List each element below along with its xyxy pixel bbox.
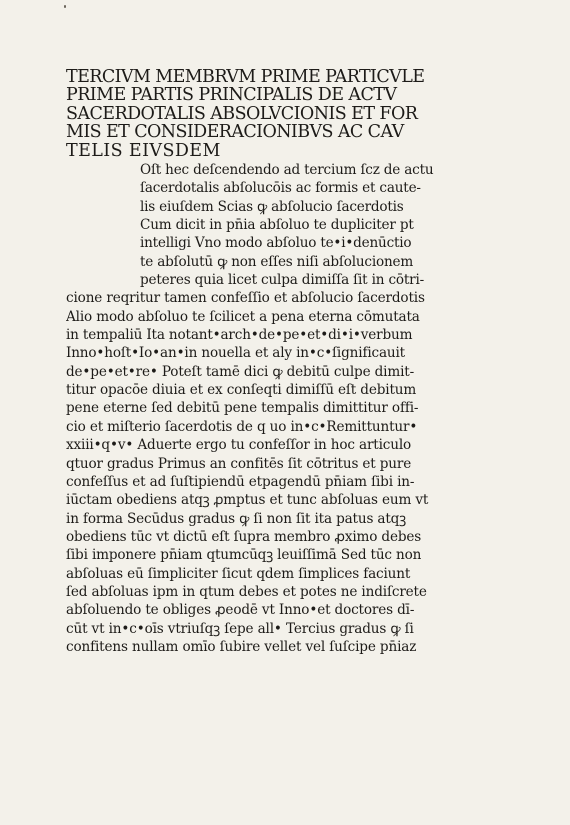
text-line: confeſſus et ad ſuſtipiendū etpagendū pn̄iam ſibi in- [66,473,415,490]
heading-line: TERCIVM MEMBRVM PRIME PARTICVLE [66,67,425,87]
text-line: peteres quia licet culpa dimiſſa ſit in cōtri- [140,272,425,289]
text-line: abſoluas eū ſimpliciter ſicut qdem ſimplices faciunt [66,565,411,582]
text-line: xxiii•q•v• Aduerte ergo tu confeſſor in hoc articulo [66,437,412,454]
heading-line: SACERDOTALIS ABSOLVCIONIS ET FOR [66,103,418,124]
text-line: ſed abſoluas ipm in qtum debes et potes ne indiſcrete [66,583,427,600]
text-line: confitens nullam omīo ſubire vellet vel ſuſcipe pn̄iaz [66,638,417,655]
text-line: lis eiuſdem Scias ꝙ abſolucio ſacerdotis [140,198,404,215]
ink-speck [64,5,66,8]
text-line: abſoluendo te obliges ꝓeodē vt Inno•et doctores dī- [66,602,415,619]
text-line: in tempaliū Ita notant•arch•de•pe•et•di•i•verbum [66,327,413,344]
text-line: Alio modo abſoluo te ſcilicet a pena eterna cōmutata [66,308,420,325]
text-line: ſibi imponere pn̄iam qtumcūqꝫ leuiſſimā Sed tūc non [66,547,422,564]
heading-line: TELIS EIVSDEM [66,140,221,161]
text-line: Inno•hoſt•Io•an•in nouella et aly in•c•ſignificauit [66,345,405,362]
text-line: cione reqritur tamen confeſſio et abſolucio ſacerdotis [66,290,425,307]
text-line: pene eterne ſed debitū pene tempalis dimittitur offi- [66,400,419,417]
body-text [66,161,486,656]
text-line: te abſolutū ꝙ non eſſes niſi abſolucionem [140,253,414,270]
text-line: Oſt hec deſcendendo ad tercium ſcz de actu [140,162,434,178]
text-line: qtuor gradus Primus an confitēs ſit cōtritus et pure [66,455,412,472]
chapter-heading [66,68,496,160]
text-line: intelligi Vno modo abſoluo te•i•denūctio [140,235,412,252]
text-line: ſacerdotalis abſolucōis ac formis et caute- [140,180,421,197]
text-line: cio et miſterio ſacerdotis de q uo in•c•Remittuntur• [66,418,418,435]
text-line: cūt vt in•c•oīs vtriuſqꝫ ſepe all• Tercius gradus ꝙ ſi [66,620,414,637]
text-line: in forma Secūdus gradus ꝙ ſi non ſit ita patus atqꝫ [66,510,407,527]
text-line: iūctam obediens atqꝫ ꝓmptus et tunc abſoluas eum vt [66,492,429,509]
text-line: Cum dicit in pn̄ia abſoluo te dupliciter pt [140,217,414,234]
text-line: obediens tūc vt dictū eſt ſupra membro ꝓximo debes [66,528,422,545]
text-line: titur opacōe diuia et ex conſeqti dimiſſū eſt debitum [66,382,417,399]
text-line: de•pe•et•re• Poteſt tamē dici ꝙ debitū culpe dimit- [66,363,415,380]
heading-line: MIS ET CONSIDERACIONIBVS AC CAV [66,122,404,143]
heading-line: PRIME PARTIS PRINCIPALIS DE ACTV [66,85,397,106]
